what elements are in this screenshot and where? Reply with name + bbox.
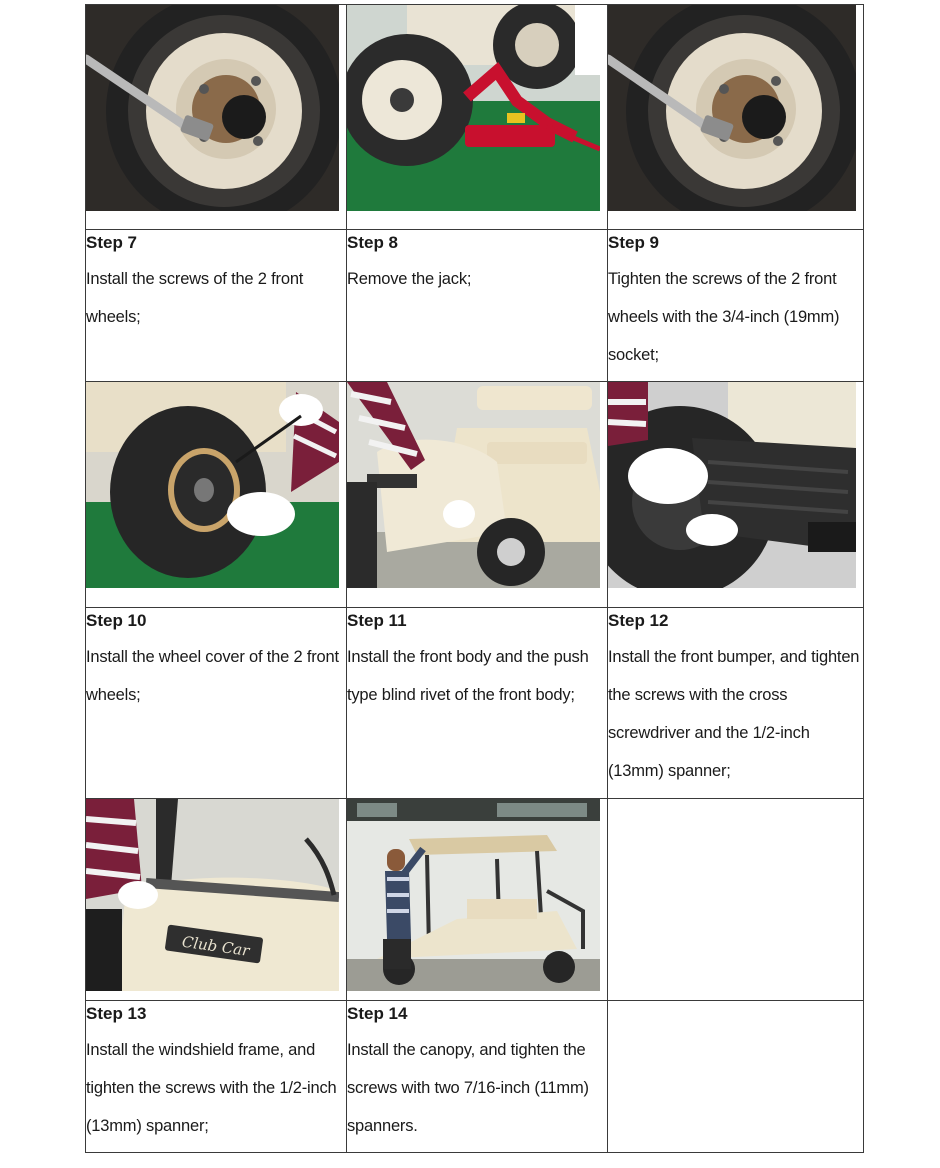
image-row-2 bbox=[86, 382, 864, 608]
step-description: Install the wheel cover of the 2 front wheels; bbox=[86, 648, 339, 704]
step-title: Step 7 bbox=[86, 233, 138, 252]
empty-image-cell bbox=[608, 799, 864, 1001]
step-12-image-cell bbox=[608, 382, 864, 608]
step-10-image-cell bbox=[86, 382, 347, 608]
step-description: Install the front body and the push type blind rivet of the front body; bbox=[347, 648, 589, 704]
step-14-image-cell bbox=[347, 799, 608, 1001]
step-title: Step 11 bbox=[347, 611, 407, 630]
canopy-photo bbox=[347, 799, 607, 991]
jack-photo bbox=[347, 5, 607, 211]
text-row-2 bbox=[86, 608, 864, 799]
step-description: Install the canopy, and tighten the screws with two 7/16-inch (11mm) spanners. bbox=[347, 1041, 589, 1135]
step-9-image-cell bbox=[608, 5, 864, 230]
image-row-1 bbox=[86, 5, 864, 230]
step-description: Install the windshield frame, and tighten the screws with the 1/2-inch (13mm) spanner; bbox=[86, 1041, 337, 1135]
step-11-image-cell bbox=[347, 382, 608, 608]
step-12-text bbox=[608, 608, 864, 799]
step-11-text bbox=[347, 608, 608, 799]
windshield-frame-photo bbox=[86, 799, 346, 991]
text-row-3 bbox=[86, 1001, 864, 1153]
step-description: Install the screws of the 2 front wheels; bbox=[86, 270, 304, 326]
front-bumper-photo bbox=[608, 382, 863, 588]
step-9-text bbox=[608, 230, 864, 382]
step-title: Step 9 bbox=[608, 233, 660, 252]
step-description: Remove the jack; bbox=[347, 270, 472, 288]
step-title: Step 14 bbox=[347, 1004, 408, 1023]
step-title: Step 12 bbox=[608, 611, 669, 630]
step-title: Step 10 bbox=[86, 611, 147, 630]
wheel-screw-photo bbox=[86, 5, 346, 211]
step-10-text bbox=[86, 608, 347, 799]
empty-text-cell bbox=[608, 1001, 864, 1153]
steps-table bbox=[85, 4, 864, 1153]
wheel-socket-photo bbox=[608, 5, 863, 211]
image-row-3 bbox=[86, 799, 864, 1001]
wheel-cover-photo bbox=[86, 382, 346, 588]
step-7-image-cell bbox=[86, 5, 347, 230]
step-title: Step 13 bbox=[86, 1004, 147, 1023]
step-13-image-cell bbox=[86, 799, 347, 1001]
step-13-text bbox=[86, 1001, 347, 1153]
text-row-1 bbox=[86, 230, 864, 382]
step-title: Step 8 bbox=[347, 233, 399, 252]
front-body-photo bbox=[347, 382, 607, 588]
step-14-text bbox=[347, 1001, 608, 1153]
step-description: Install the front bumper, and tighten the screws with the cross screwdriver and the 1/2-inch (13mm) spanner; bbox=[608, 648, 860, 780]
club-car-logo: Club Car bbox=[180, 932, 251, 960]
step-8-image-cell bbox=[347, 5, 608, 230]
step-7-text bbox=[86, 230, 347, 382]
step-description: Tighten the screws of the 2 front wheels with the 3/4-inch (19mm) socket; bbox=[608, 270, 840, 364]
step-8-text bbox=[347, 230, 608, 382]
